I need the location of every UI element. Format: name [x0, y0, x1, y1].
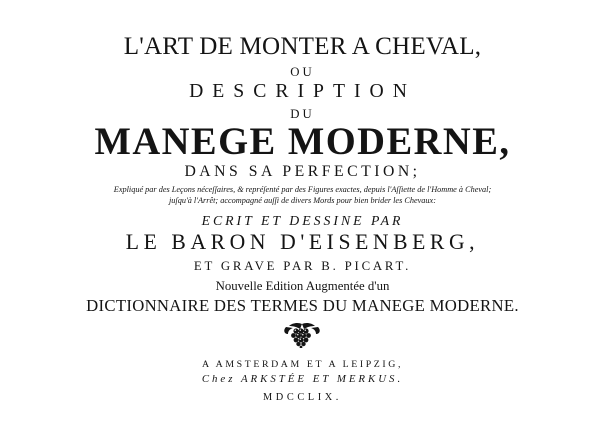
subtitle-line-2: juſqu'à l'Arrêt; accompagné auſſi de divers Mords pour bien brider les Chevaux: [169, 196, 436, 205]
title-line-3: DESCRIPTION [189, 80, 416, 102]
imprint-publisher: Chez ARKSTÉE ET MERKUS. [201, 373, 404, 385]
title-line-2: OU [290, 65, 315, 79]
dictionary-line: DICTIONNAIRE DES TERMES DU MANEGE MODERNE. [86, 296, 519, 315]
engraver-line: ET GRAVE PAR B. PICART. [193, 259, 412, 273]
title-line-main: MANEGE MODERNE, [94, 119, 511, 163]
edition-line: Nouvelle Edition Augmentée d'un [215, 279, 390, 293]
title-line-1: L'ART DE MONTER A CHEVAL, [123, 33, 482, 60]
imprint-place: A AMSTERDAM ET A LEIPZIG, [201, 359, 404, 370]
subtitle-line-1: Expliqué par des Leçons néceſſaires, & repréſenté par des Figures exactes, depuis l'Aſſiette de l'Homme à Cheval; [113, 185, 492, 194]
author-name: LE BARON D'EISENBERG, [125, 230, 480, 254]
title-line-4: DU [290, 107, 315, 121]
imprint-year: MDCCLIX. [262, 392, 342, 403]
grape-vignette-icon [280, 322, 324, 348]
author-intro: ECRIT ET DESSINE PAR [201, 213, 404, 228]
title-line-6: DANS SA PERFECTION; [184, 163, 421, 180]
